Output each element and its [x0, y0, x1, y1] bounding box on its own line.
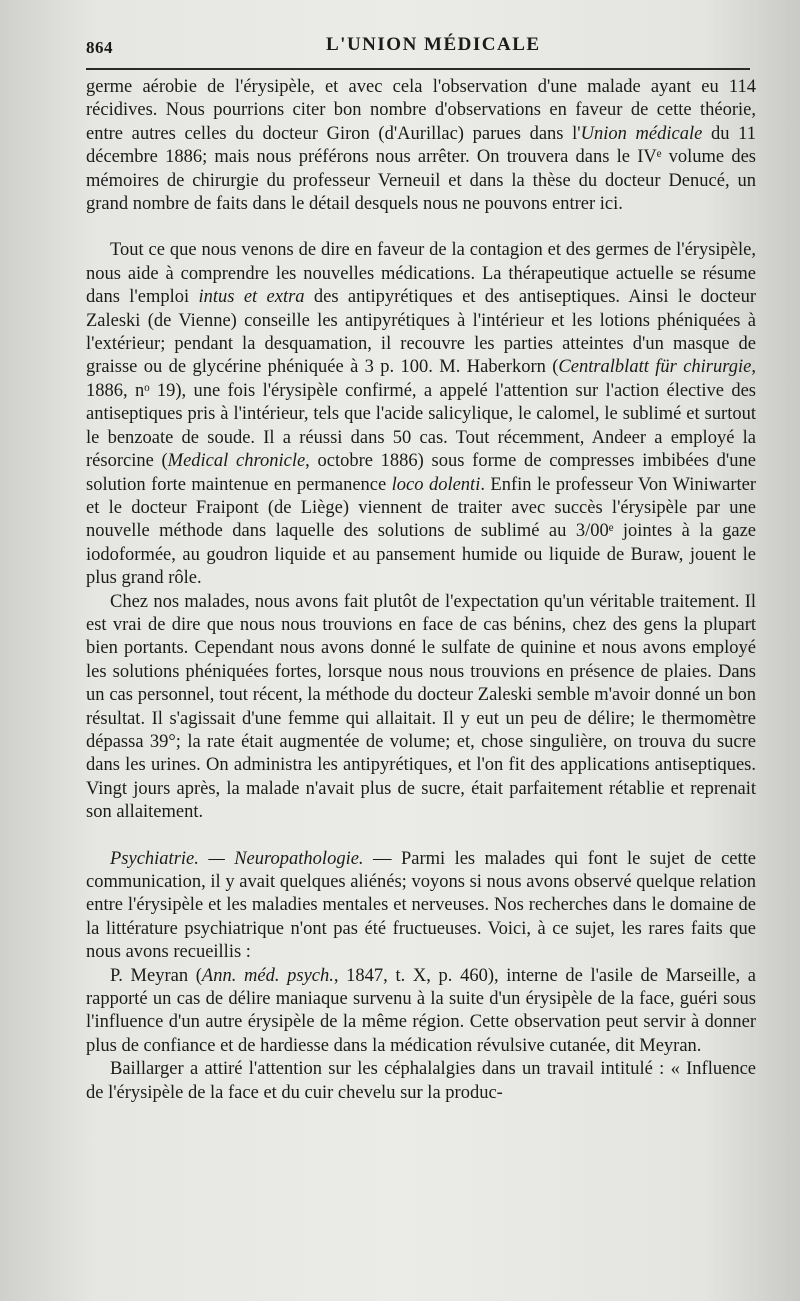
- paragraph-4: [86, 848, 756, 965]
- body-text: [86, 76, 756, 1105]
- text-run: Baillarger a attiré l'attention sur les céphalalgies dans un travail intitulé : « Influence de l'érysipèle de la face et du cuir chevelu sur la produc-: [86, 1059, 756, 1103]
- italic-run: Medical chronicle: [167, 451, 306, 472]
- text-run: . Enfin le professeur Von Winiwarter et le docteur Fraipont (de Liège) viennent de traiter avec succès l'érysipèle par une nouvelle méthode dans laquelle des solutions de sublimé au 3/00ᵉ jointes à la gaze iodoformée, au goudron liquide et au pansement humide ou liquide de Buraw, jouent le plus grand rôle.: [86, 474, 757, 589]
- text-run: , 1847, t. X, p. 460), interne de l'asile de Marseille, a rapporté un cas de délire maniaque survenu à la suite d'un érysipèle de la face, guéri sous l'influence d'un autre érysipèle de la même région. Cette observation peut servir à donner plus de confiance et de hardiesse dans la médication révulsive cutanée, dit Meyran.: [86, 965, 757, 1056]
- page-header: [86, 28, 750, 68]
- text-run: des antipyrétiques et des antiseptiques. Ainsi le docteur Zaleski (de Vienne) conseille les antipyrétiques à l'intérieur et les lotions phéniquées à l'extérieur; pendant la desquamation, il recouvre les parties atteintes d'un masque de graisse ou de glycérine phéniquée à 3 p. 100. M. Haberkorn (: [86, 287, 756, 378]
- italic-run: loco dolenti: [391, 474, 481, 495]
- paragraph-2: [86, 239, 756, 590]
- running-title: L'UNION MÉDICALE: [326, 34, 541, 55]
- text-run: Chez nos malades, nous avons fait plutôt de l'expectation qu'un véritable traitement. Il est vrai de dire que nous nous trouvions en face de cas bénins, chez des gens la plupart bien portants. Cependant nous avons donné le sulfate de quinine et nous avons employé les solutions phéniquées fortes, lorsque nous nous trouvions en présence de plaies. Dans un cas personnel, tout récent, la méthode du docteur Zaleski semble m'avoir donné un bon résultat. Il s'agissait d'une femme qui allaitait. Il y eut un peu de délire; le thermomètre dépassa 39°; la rate était augmentée de volume; et, chose singulière, on trouva du sucre dans les urines. On administra les antipyrétiques, et l'on fit des applications antiseptiques. Vingt jours après, la malade n'avait plus de sucre, était parfaitement rétablie et reprenait son allaitement.: [86, 591, 756, 823]
- text-run: du 11 décembre 1886; mais nous préférons nous arrêter. On trouvera dans le IVᵉ volume des mémoires de chirurgie du professeur Verneuil et dans la thèse du docteur Denucé, un grand nombre de faits dans le détail desquels nous ne pouvons entrer ici.: [86, 123, 756, 215]
- italic-run: Ann. méd. psych.: [201, 965, 334, 986]
- italic-run: Centralblatt für chirurgie: [558, 357, 752, 378]
- paragraph-1: [86, 76, 756, 216]
- paragraph-6: [86, 1058, 756, 1105]
- paragraph-3: [86, 591, 756, 825]
- paragraph-5: [86, 965, 756, 1059]
- text-run: germe aérobie de l'érysipèle, et avec cela l'observation d'une malade ayant eu 114 récidives. Nous pourrions citer bon nombre d'observations en faveur de cette théorie, entre autres celles du docteur Giron (d'Aurillac) parues dans l': [86, 77, 756, 144]
- text-run: , 1886, nᵒ 19), une fois l'érysipèle confirmé, a appelé l'attention sur l'action élective des antiseptiques pris à l'intérieur, tels que l'acide salicylique, le calomel, le sublimé et surtout le benzoate de soude. Il a réussi dans 50 cas. Tout récemment, Andeer a employé la résorcine (: [86, 357, 756, 472]
- text-run: — Parmi les malades qui font le sujet de cette communication, il y avait quelques aliénés; voyons si nous avons observé quelque relation entre l'érysipèle et les maladies mentales et nerveuses. Nos recherches dans le domaine de la littérature psychiatrique n'ont pas été fructueuses. Voici, à ce sujet, les rares faits que nous avons recueillis :: [86, 848, 756, 963]
- text-run: P. Meyran (: [110, 965, 202, 986]
- italic-run: intus et extra: [198, 287, 305, 308]
- header-rule: [86, 68, 750, 70]
- italic-run: Union médicale: [580, 123, 703, 144]
- text-run: , octobre 1886) sous forme de compresses imbibées d'une solution forte maintenue en permanence: [86, 451, 756, 495]
- page-number: 864: [86, 38, 113, 57]
- text-run: Tout ce que nous venons de dire en faveur de la contagion et des germes de l'érysipèle, nous aide à comprendre les nouvelles médications. La thérapeutique actuelle se résume dans l'emploi: [86, 240, 756, 308]
- italic-run: Psychiatrie. — Neuropathologie.: [110, 848, 364, 869]
